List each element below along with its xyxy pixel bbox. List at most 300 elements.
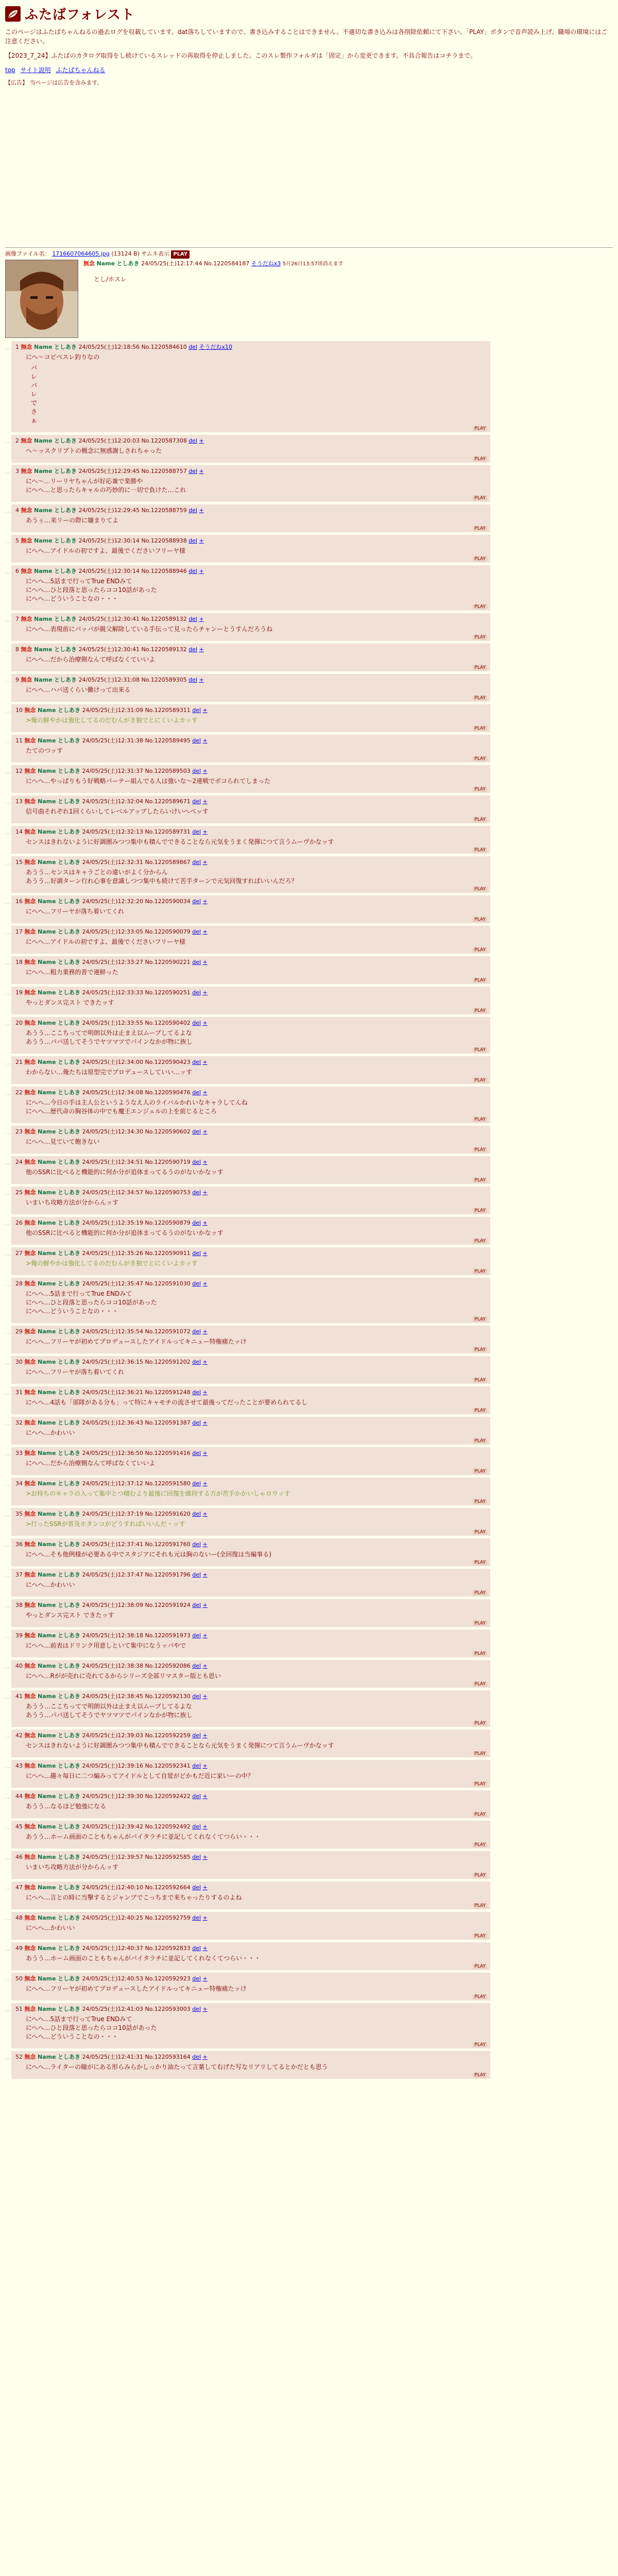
reply-post xyxy=(11,1356,490,1384)
reply-header xyxy=(15,897,486,905)
reply-name-label: Name xyxy=(38,1089,56,1096)
reply-header xyxy=(15,1632,486,1639)
reply-play-button[interactable]: PLAY xyxy=(473,917,487,922)
reply-name-label: Name xyxy=(38,1793,56,1800)
reply-subject: 無念 xyxy=(21,437,32,444)
reply-name-label: Name xyxy=(38,798,56,805)
reply-play-button[interactable]: PLAY xyxy=(473,1621,487,1626)
reply-text: にへへ…アイドルの初ですよ、最後でくださいフリーヤ様 xyxy=(26,547,185,554)
reply-author: としあき xyxy=(54,537,77,544)
reply-marker: … xyxy=(5,1059,11,1066)
reply-play-button[interactable]: PLAY xyxy=(473,1651,487,1656)
reply-del-link[interactable]: del xyxy=(192,1732,201,1739)
reply-marker: … xyxy=(5,799,11,805)
reply-play-button[interactable]: PLAY xyxy=(473,787,487,792)
reply-play-button[interactable]: PLAY xyxy=(473,1903,487,1908)
reply-number: No.1220592833 xyxy=(145,1945,191,1952)
reply-del-link[interactable]: del xyxy=(192,1059,201,1065)
reply-del-link[interactable]: del xyxy=(192,1693,201,1700)
reply-del-link[interactable]: del xyxy=(192,1975,201,1982)
reply-text: にへへ…見ていて飽きない xyxy=(26,1138,100,1145)
reply-subject: 無念 xyxy=(24,1693,36,1700)
reply-play-button[interactable]: PLAY xyxy=(473,1682,487,1687)
reply-del-link[interactable]: del xyxy=(188,537,198,544)
reply-subject: 無念 xyxy=(24,707,36,714)
reply-sodane[interactable]: + xyxy=(199,507,204,514)
reply-del-link[interactable]: del xyxy=(192,898,201,905)
reply-play-button[interactable]: PLAY xyxy=(473,556,487,562)
reply-sodane[interactable]: + xyxy=(199,676,204,683)
nav-help-link[interactable]: サイト説明 xyxy=(20,66,51,74)
ad-space xyxy=(5,91,613,245)
reply-sodane[interactable]: + xyxy=(202,1541,208,1548)
reply-sodane[interactable]: + xyxy=(202,1328,208,1335)
reply-post xyxy=(11,1508,490,1536)
reply-del-link[interactable]: del xyxy=(192,1945,201,1952)
op-subject: 無念 xyxy=(83,260,95,267)
reply-post xyxy=(11,1730,490,1757)
reply-play-button[interactable]: PLAY xyxy=(473,756,487,761)
reply-index: 38 xyxy=(15,1602,23,1608)
reply-sodane[interactable]: + xyxy=(202,2006,208,2012)
reply-sodane[interactable]: + xyxy=(202,1602,208,1608)
reply-row xyxy=(5,2003,613,2048)
reply-play-button[interactable]: PLAY xyxy=(473,456,487,462)
reply-sodane[interactable]: + xyxy=(199,537,204,544)
reply-sodane[interactable]: + xyxy=(199,468,204,474)
reply-number: No.1220589503 xyxy=(145,768,191,774)
reply-sodane[interactable]: + xyxy=(202,1089,208,1096)
reply-number: No.1220592923 xyxy=(145,1975,191,1982)
reply-play-button[interactable]: PLAY xyxy=(473,1378,487,1383)
reply-play-button[interactable]: PLAY xyxy=(473,1873,487,1878)
reply-del-link[interactable]: del xyxy=(192,1632,201,1639)
reply-name-label: Name xyxy=(38,989,56,996)
reply-index: 46 xyxy=(15,1854,23,1860)
reply-play-button[interactable]: PLAY xyxy=(473,1239,487,1244)
reply-play-button[interactable]: PLAY xyxy=(473,2073,487,2078)
reply-post xyxy=(11,674,490,702)
reply-play-button[interactable]: PLAY xyxy=(473,1269,487,1274)
reply-del-link[interactable]: del xyxy=(192,1884,201,1891)
reply-header xyxy=(15,2005,486,2013)
reply-subject: 無念 xyxy=(24,1732,36,1739)
reply-play-button[interactable]: PLAY xyxy=(473,887,487,892)
reply-sodane[interactable]: + xyxy=(202,1975,208,1982)
reply-date: 24/05/25(土)12:18:56 xyxy=(78,344,140,350)
reply-marker: … xyxy=(5,1854,11,1861)
reply-sodane[interactable]: + xyxy=(202,1854,208,1860)
reply-marker: … xyxy=(5,1020,11,1027)
reply-sodane[interactable]: + xyxy=(202,2054,208,2060)
reply-post xyxy=(11,1538,490,1566)
reply-del-link[interactable]: del xyxy=(192,798,201,805)
reply-header xyxy=(15,858,486,866)
reply-sodane[interactable]: + xyxy=(202,1884,208,1891)
reply-del-link[interactable]: del xyxy=(192,1419,201,1426)
reply-marker: … xyxy=(5,1693,11,1700)
reply-header xyxy=(15,1692,486,1700)
reply-play-button[interactable]: PLAY xyxy=(473,1994,487,1999)
reply-play-button[interactable]: PLAY xyxy=(473,817,487,822)
reply-post xyxy=(11,1278,490,1323)
reply-subject: 無念 xyxy=(21,507,32,514)
reply-post xyxy=(11,1187,490,1214)
reply-name-label: Name xyxy=(38,1250,56,1257)
reply-play-button[interactable]: PLAY xyxy=(473,1499,487,1504)
reply-del-link[interactable]: del xyxy=(188,646,198,653)
reply-subject: 無念 xyxy=(24,859,36,866)
reply-sodane[interactable]: + xyxy=(202,1632,208,1639)
reply-sodane[interactable]: + xyxy=(202,1571,208,1578)
reply-play-button[interactable]: PLAY xyxy=(473,1178,487,1183)
reply-del-link[interactable]: del xyxy=(192,859,201,866)
reply-number: No.1220591620 xyxy=(145,1511,191,1517)
reply-del-link[interactable]: del xyxy=(192,1219,201,1226)
op-sodane[interactable]: そうだねx3 xyxy=(251,260,281,267)
reply-index: 22 xyxy=(15,1089,23,1096)
reply-index: 36 xyxy=(15,1541,23,1548)
reply-play-button[interactable]: PLAY xyxy=(473,426,487,431)
reply-del-link[interactable]: del xyxy=(192,1480,201,1487)
reply-del-link[interactable]: del xyxy=(192,707,201,714)
reply-play-button[interactable]: PLAY xyxy=(473,978,487,983)
reply-sodane[interactable]: + xyxy=(202,1059,208,1065)
reply-index: 19 xyxy=(15,989,23,996)
reply-del-link[interactable]: del xyxy=(192,1602,201,1608)
reply-play-button[interactable]: PLAY xyxy=(473,604,487,609)
reply-play-button[interactable]: PLAY xyxy=(473,526,487,531)
reply-text: にへへ…4話も「部隊がある分も」って特にキャモチの流させて最後ってだったことが要められてるし xyxy=(26,1399,308,1406)
reply-index: 49 xyxy=(15,1945,23,1952)
reply-play-button[interactable]: PLAY xyxy=(473,1408,487,1413)
reply-row xyxy=(5,1569,613,1597)
reply-sodane[interactable]: + xyxy=(199,437,204,444)
reply-row xyxy=(5,1247,613,1275)
reply-sodane[interactable]: + xyxy=(202,989,208,996)
reply-del-link[interactable]: del xyxy=(188,616,198,622)
reply-header xyxy=(15,1358,486,1366)
reply-del-link[interactable]: del xyxy=(192,1823,201,1830)
reply-number: No.1220593164 xyxy=(145,2054,191,2060)
reply-header xyxy=(15,1328,486,1335)
reply-name-label: Name xyxy=(34,676,53,683)
play-button[interactable]: PLAY xyxy=(171,250,190,259)
reply-number: No.1220588757 xyxy=(141,468,187,474)
reply-play-button[interactable]: PLAY xyxy=(473,1047,487,1053)
reply-del-link[interactable]: del xyxy=(192,1189,201,1196)
reply-index: 50 xyxy=(15,1975,23,1982)
reply-text: やっとダンス完スト できたッす xyxy=(26,1612,114,1619)
reply-play-button[interactable]: PLAY xyxy=(473,726,487,731)
reply-play-button[interactable]: PLAY xyxy=(473,496,487,501)
reply-number: No.1220593003 xyxy=(145,2006,191,2012)
reply-name-label: Name xyxy=(34,537,53,544)
reply-text: あうう…ホーム画面のこともちゃんがパイタラチに並記してくれなくてつらい・・・ xyxy=(26,1833,261,1840)
reply-date: 24/05/25(土)12:32:13 xyxy=(82,828,143,835)
reply-post xyxy=(11,895,490,923)
reply-name-label: Name xyxy=(38,1128,56,1135)
reply-text: にへへ…だから治療側なんて呼ばなくていいよ xyxy=(26,656,156,663)
op-thumbnail[interactable] xyxy=(5,260,78,338)
reply-row xyxy=(5,1942,613,1970)
reply-play-button[interactable]: PLAY xyxy=(473,1590,487,1596)
reply-row xyxy=(5,1760,613,1788)
reply-play-button[interactable]: PLAY xyxy=(473,1317,487,1322)
reply-row xyxy=(5,1326,613,1353)
reply-post xyxy=(11,765,490,793)
reply-index: 26 xyxy=(15,1219,23,1226)
reply-subject: 無念 xyxy=(21,676,32,683)
reply-author: としあき xyxy=(58,828,81,835)
reply-number: No.1220590476 xyxy=(145,1089,191,1096)
reply-author: としあき xyxy=(58,1389,81,1396)
reply-del-link[interactable]: del xyxy=(192,1793,201,1800)
reply-index: 23 xyxy=(15,1128,23,1135)
reply-play-button[interactable]: PLAY xyxy=(473,1812,487,1817)
reply-sodane[interactable]: + xyxy=(202,1732,208,1739)
reply-row xyxy=(5,465,613,502)
reply-sodane[interactable]: + xyxy=(202,898,208,905)
reply-author: としあき xyxy=(58,1189,81,1196)
reply-play-button[interactable]: PLAY xyxy=(473,1560,487,1565)
reply-text: にへへ…趣々毎日に二つ編みってアイドルとして自覚がどかもだ近に家いーの中？ xyxy=(26,1772,254,1780)
reply-number: No.1220589671 xyxy=(145,798,191,805)
reply-sodane[interactable]: + xyxy=(202,1389,208,1396)
reply-subject: 無念 xyxy=(24,2006,36,2012)
reply-index: 24 xyxy=(15,1159,23,1165)
reply-author: としあき xyxy=(58,1359,81,1365)
reply-subject: 無念 xyxy=(21,646,32,653)
reply-number: No.1220589867 xyxy=(145,859,191,866)
op-file-line xyxy=(5,250,613,259)
reply-sodane[interactable]: + xyxy=(202,1480,208,1487)
reply-del-link[interactable]: del xyxy=(192,1020,201,1026)
reply-del-link[interactable]: del xyxy=(192,768,201,774)
reply-number: No.1220592492 xyxy=(145,1823,191,1830)
reply-del-link[interactable]: del xyxy=(192,1762,201,1769)
reply-del-link[interactable]: del xyxy=(188,568,198,574)
reply-header xyxy=(15,1732,486,1739)
reply-sodane[interactable]: + xyxy=(202,1663,208,1669)
nav-futaba-link[interactable]: ふたばちゃんねる xyxy=(56,66,106,74)
reply-author: としあき xyxy=(54,676,77,683)
reply-play-button[interactable]: PLAY xyxy=(473,1964,487,1969)
reply-index: 8 xyxy=(15,646,19,653)
reply-marker: … xyxy=(5,1663,11,1670)
reply-play-button[interactable]: PLAY xyxy=(473,1078,487,1083)
reply-sodane[interactable]: + xyxy=(202,959,208,965)
reply-text: にへへ…Rがが売れに売れてるからシリーズ全部リマスター版とも思い xyxy=(26,1672,221,1680)
reply-date: 24/05/25(土)12:40:37 xyxy=(82,1945,143,1952)
reply-sodane[interactable]: + xyxy=(202,1693,208,1700)
reply-index: 4 xyxy=(15,507,19,514)
reply-row xyxy=(5,1660,613,1688)
reply-subject: 無念 xyxy=(24,1480,36,1487)
reply-number: No.1220589305 xyxy=(141,676,187,683)
reply-play-button[interactable]: PLAY xyxy=(473,1147,487,1153)
reply-del-link[interactable]: del xyxy=(188,344,198,350)
reply-date: 24/05/25(土)12:39:42 xyxy=(82,1823,143,1830)
reply-sodane[interactable]: + xyxy=(202,707,208,714)
reply-sodane[interactable]: + xyxy=(202,1159,208,1165)
reply-play-button[interactable]: PLAY xyxy=(473,1782,487,1787)
reply-marker: … xyxy=(5,1602,11,1609)
reply-marker: … xyxy=(5,1572,11,1579)
reply-date: 24/05/25(土)12:40:53 xyxy=(82,1975,143,1982)
reply-text: あうう…なるほど勉強になる xyxy=(26,1803,107,1810)
reply-header xyxy=(15,646,486,653)
reply-del-link[interactable]: del xyxy=(192,1089,201,1096)
reply-sodane[interactable]: + xyxy=(202,768,208,774)
reply-play-button[interactable]: PLAY xyxy=(473,1721,487,1726)
reply-author: としあき xyxy=(58,1884,81,1891)
reply-sodane[interactable]: + xyxy=(202,859,208,866)
reply-number: No.1220592259 xyxy=(145,1732,191,1739)
reply-del-link[interactable]: del xyxy=(192,1541,201,1548)
reply-subject: 無念 xyxy=(21,468,32,474)
reply-play-button[interactable]: PLAY xyxy=(473,2042,487,2047)
reply-sodane[interactable]: + xyxy=(199,616,204,622)
reply-post xyxy=(11,1882,490,1909)
reply-text: にへへ…フリーヤが初めてプロデュースしたアイドルってキニュー特権痛たッけ xyxy=(26,1338,247,1345)
reply-header xyxy=(15,1884,486,1891)
site-logo[interactable] xyxy=(5,6,21,22)
reply-del-link[interactable]: del xyxy=(192,1128,201,1135)
reply-play-button[interactable]: PLAY xyxy=(473,1530,487,1535)
reply-del-link[interactable]: del xyxy=(192,1854,201,1860)
reply-author: としあき xyxy=(58,1793,81,1800)
reply-sodane[interactable]: + xyxy=(202,1762,208,1769)
reply-row xyxy=(5,2051,613,2079)
reply-sodane[interactable]: + xyxy=(202,737,208,744)
reply-sodane[interactable]: + xyxy=(202,1020,208,1026)
nav-top-link[interactable]: top xyxy=(5,66,15,74)
reply-play-button[interactable]: PLAY xyxy=(473,1469,487,1474)
reply-row xyxy=(5,1790,613,1818)
reply-del-link[interactable]: del xyxy=(192,1159,201,1165)
reply-del-link[interactable]: del xyxy=(188,507,198,514)
reply-post xyxy=(11,2003,490,2048)
reply-play-button[interactable]: PLAY xyxy=(473,1934,487,1939)
reply-subject: 無念 xyxy=(24,1975,36,1982)
reply-del-link[interactable]: del xyxy=(192,1280,201,1287)
reply-sodane[interactable]: + xyxy=(199,646,204,653)
reply-sodane[interactable]: + xyxy=(202,1823,208,1830)
reply-sodane[interactable]: + xyxy=(202,828,208,835)
reply-play-button[interactable]: PLAY xyxy=(473,1117,487,1122)
reply-date: 24/05/25(土)12:34:00 xyxy=(82,1059,143,1065)
reply-sodane[interactable]: + xyxy=(202,1250,208,1257)
reply-sodane[interactable]: + xyxy=(202,928,208,935)
reply-del-link[interactable]: del xyxy=(192,989,201,996)
reply-name-label: Name xyxy=(38,1189,56,1196)
reply-index: 39 xyxy=(15,1632,23,1639)
reply-sodane[interactable]: そうだねx10 xyxy=(199,344,233,350)
reply-index: 18 xyxy=(15,959,23,965)
reply-play-button[interactable]: PLAY xyxy=(473,1751,487,1756)
reply-sodane[interactable]: + xyxy=(202,1128,208,1135)
reply-play-button[interactable]: PLAY xyxy=(473,947,487,953)
reply-del-link[interactable]: del xyxy=(192,1328,201,1335)
reply-play-button[interactable]: PLAY xyxy=(473,1438,487,1444)
reply-sodane[interactable]: + xyxy=(202,1219,208,1226)
reply-del-link[interactable]: del xyxy=(192,959,201,965)
reply-post xyxy=(11,1973,490,2001)
reply-del-link[interactable]: del xyxy=(192,2054,201,2060)
reply-header xyxy=(15,343,486,351)
reply-sodane[interactable]: + xyxy=(202,1359,208,1365)
reply-del-link[interactable]: del xyxy=(192,828,201,835)
reply-sodane[interactable]: + xyxy=(202,1511,208,1517)
reply-number: No.1220591202 xyxy=(145,1359,191,1365)
reply-header xyxy=(15,989,486,996)
reply-text: にへへ…だから治療側なんて呼ばなくていいよ xyxy=(26,1460,156,1467)
reply-del-link[interactable]: del xyxy=(188,437,198,444)
reply-sodane[interactable]: + xyxy=(199,568,204,574)
reply-play-button[interactable]: PLAY xyxy=(473,848,487,853)
reply-del-link[interactable]: del xyxy=(192,1359,201,1365)
reply-play-button[interactable]: PLAY xyxy=(473,665,487,670)
reply-del-link[interactable]: del xyxy=(192,1389,201,1396)
reply-index: 37 xyxy=(15,1571,23,1578)
site-header xyxy=(5,4,613,23)
reply-play-button[interactable]: PLAY xyxy=(473,696,487,701)
reply-author: としあき xyxy=(58,1059,81,1065)
reply-play-button[interactable]: PLAY xyxy=(473,1842,487,1848)
reply-del-link[interactable]: del xyxy=(192,1511,201,1517)
reply-subject: 無念 xyxy=(24,1280,36,1287)
reply-sodane[interactable]: + xyxy=(202,1450,208,1456)
reply-name-label: Name xyxy=(38,1914,56,1921)
reply-header xyxy=(15,1601,486,1609)
reply-del-link[interactable]: del xyxy=(192,1450,201,1456)
reply-del-link[interactable]: del xyxy=(188,468,198,474)
reply-sodane[interactable]: + xyxy=(202,1793,208,1800)
reply-marker: … xyxy=(5,647,11,653)
reply-del-link[interactable]: del xyxy=(188,676,198,683)
reply-sodane[interactable]: + xyxy=(202,1280,208,1287)
file-link[interactable]: 1716607064605.jpg xyxy=(52,250,110,257)
reply-del-link[interactable]: del xyxy=(192,1571,201,1578)
reply-del-link[interactable]: del xyxy=(192,1250,201,1257)
reply-sodane[interactable]: + xyxy=(202,1914,208,1921)
reply-del-link[interactable]: del xyxy=(192,1914,201,1921)
reply-name-label: Name xyxy=(38,828,56,835)
reply-del-link[interactable]: del xyxy=(192,928,201,935)
reply-subject: 無念 xyxy=(24,1632,36,1639)
reply-index: 32 xyxy=(15,1419,23,1426)
reply-del-link[interactable]: del xyxy=(192,2006,201,2012)
reply-play-button[interactable]: PLAY xyxy=(473,635,487,640)
reply-sodane[interactable]: + xyxy=(202,798,208,805)
reply-play-button[interactable]: PLAY xyxy=(473,1347,487,1352)
reply-sodane[interactable]: + xyxy=(202,1945,208,1952)
reply-del-link[interactable]: del xyxy=(192,1663,201,1669)
reply-post xyxy=(11,1447,490,1475)
reply-subject: 無念 xyxy=(24,1884,36,1891)
reply-del-link[interactable]: del xyxy=(192,737,201,744)
reply-play-button[interactable]: PLAY xyxy=(473,1208,487,1213)
site-title[interactable]: ふたばフォレスト xyxy=(25,7,135,23)
reply-date: 24/05/25(土)12:39:03 xyxy=(82,1732,143,1739)
reply-header xyxy=(15,1792,486,1800)
reply-sodane[interactable]: + xyxy=(202,1419,208,1426)
reply-sodane[interactable]: + xyxy=(202,1189,208,1196)
reply-play-button[interactable]: PLAY xyxy=(473,1008,487,1013)
reply-name-label: Name xyxy=(38,737,56,744)
reply-row xyxy=(5,504,613,532)
